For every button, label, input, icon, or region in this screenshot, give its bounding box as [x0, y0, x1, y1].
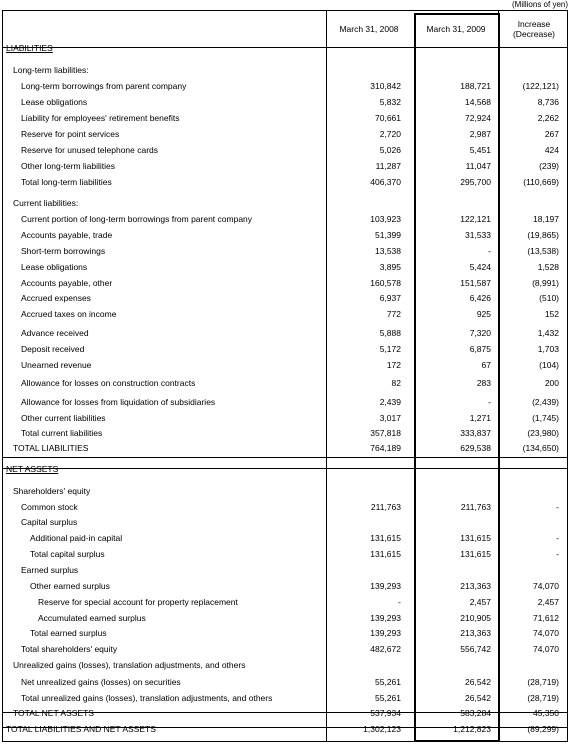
- value-march-2009: 5,451: [469, 145, 491, 155]
- value-march-2009: 67: [481, 360, 491, 370]
- table-row: [3, 397, 567, 408]
- value-change: 71,612: [533, 613, 559, 623]
- row-label: Reserve for special account for property replacement: [38, 597, 238, 607]
- value-march-2008: 5,172: [379, 344, 401, 354]
- value-change: (510): [539, 293, 559, 303]
- table-row: [3, 660, 567, 671]
- table-row: [3, 486, 567, 497]
- row-label: TOTAL LIABILITIES: [13, 443, 89, 453]
- value-march-2009: 213,363: [460, 628, 491, 638]
- row-label: TOTAL NET ASSETS: [13, 708, 94, 718]
- table-row: [3, 517, 567, 528]
- value-march-2009: 283: [476, 378, 491, 388]
- header-march-2009: March 31, 2009: [426, 24, 486, 34]
- row-label: Other long-term liabilities: [21, 161, 116, 171]
- value-march-2009: 1,271: [469, 413, 491, 423]
- value-march-2008: 2,720: [379, 129, 401, 139]
- table-row: [3, 214, 567, 225]
- value-change: 45,350: [533, 708, 559, 718]
- value-change: (104): [539, 360, 559, 370]
- row-label: Additional paid-in capital: [30, 533, 123, 543]
- value-march-2009: -: [488, 397, 491, 407]
- value-march-2009: 295,700: [460, 177, 491, 187]
- value-change: 2,457: [537, 597, 559, 607]
- table-row: [3, 97, 567, 108]
- row-label: Shareholders' equity: [13, 486, 91, 496]
- table-row: [3, 677, 567, 688]
- value-march-2008: 55,261: [375, 677, 401, 687]
- value-change: (13,538): [527, 246, 559, 256]
- value-march-2008: 103,923: [370, 214, 401, 224]
- table-row: [3, 360, 567, 371]
- value-change: (122,121): [522, 81, 559, 91]
- table-row: [3, 597, 567, 608]
- value-march-2008: 764,189: [370, 443, 401, 453]
- value-march-2008: 357,818: [370, 428, 401, 438]
- value-change: 152: [544, 309, 559, 319]
- value-change: 18,197: [533, 214, 559, 224]
- value-march-2009: 7,320: [469, 328, 491, 338]
- row-label: Short-term borrowings: [21, 246, 106, 256]
- value-march-2009: 122,121: [460, 214, 491, 224]
- value-march-2008: 160,578: [370, 278, 401, 288]
- value-change: 8,736: [537, 97, 559, 107]
- header-increase-label: Increase: [517, 19, 551, 29]
- value-change: -: [556, 502, 559, 512]
- table-row: [3, 293, 567, 304]
- value-march-2008: 5,026: [379, 145, 401, 155]
- value-march-2008: 3,895: [379, 262, 401, 272]
- table-row: [3, 549, 567, 560]
- value-march-2008: 11,287: [375, 161, 401, 171]
- value-march-2009: 1,212,823: [453, 724, 491, 734]
- row-label: Long-term liabilities:: [13, 65, 89, 75]
- value-march-2009: 213,363: [460, 581, 491, 591]
- table-row: [3, 309, 567, 320]
- value-march-2008: 5,888: [379, 328, 401, 338]
- value-change: 1,528: [537, 262, 559, 272]
- row-label: Allowance for losses on construction contracts: [21, 378, 196, 388]
- value-march-2009: 629,538: [460, 443, 491, 453]
- value-march-2009: 26,542: [465, 677, 491, 687]
- table-row: [3, 81, 567, 92]
- value-march-2008: 406,370: [370, 177, 401, 187]
- row-label: Current liabilities:: [13, 198, 79, 208]
- value-march-2008: 13,538: [375, 246, 401, 256]
- value-march-2008: 310,842: [370, 81, 401, 91]
- value-march-2008: 82: [391, 378, 401, 388]
- value-change: (2,439): [532, 397, 559, 407]
- value-change: -: [556, 533, 559, 543]
- value-change: 424: [544, 145, 559, 155]
- table-row: [3, 230, 567, 241]
- row-label: Common stock: [21, 502, 78, 512]
- row-label: Total current liabilities: [21, 428, 103, 438]
- value-march-2008: 70,661: [375, 113, 401, 123]
- table-row: [3, 129, 567, 140]
- value-march-2009: 5,424: [469, 262, 491, 272]
- table-row: [3, 328, 567, 339]
- section-header-row: [3, 43, 567, 54]
- value-march-2008: 5,832: [379, 97, 401, 107]
- header-decrease-label: (Decrease): [512, 29, 556, 39]
- row-label: Accrued taxes on income: [21, 309, 117, 319]
- row-label: Accrued expenses: [21, 293, 91, 303]
- value-change: (89,299): [527, 724, 559, 734]
- value-march-2008: 139,293: [370, 613, 401, 623]
- value-march-2009: 925: [476, 309, 491, 319]
- row-label: Liability for employees' retirement benefits: [21, 113, 180, 123]
- table-row: [3, 278, 567, 289]
- value-change: 1,432: [537, 328, 559, 338]
- value-march-2009: 14,568: [465, 97, 491, 107]
- value-march-2009: 72,924: [465, 113, 491, 123]
- value-change: (8,991): [532, 278, 559, 288]
- value-march-2009: 11,047: [465, 161, 491, 171]
- header-march-2008: March 31, 2008: [339, 24, 399, 34]
- header-increase-decrease: [499, 11, 569, 47]
- value-change: (28,719): [527, 693, 559, 703]
- value-march-2008: 139,293: [370, 628, 401, 638]
- row-label: TOTAL LIABILITIES AND NET ASSETS: [6, 724, 156, 734]
- value-march-2008: 139,293: [370, 581, 401, 591]
- value-march-2008: 6,937: [379, 293, 401, 303]
- value-change: (110,669): [523, 177, 559, 187]
- table-row: [3, 413, 567, 424]
- value-change: (1,745): [532, 413, 559, 423]
- row-label: LIABILITIES: [6, 43, 53, 53]
- value-change: 1,703: [537, 344, 559, 354]
- table-row: [3, 533, 567, 544]
- value-march-2008: 131,615: [370, 549, 401, 559]
- table-row: [3, 693, 567, 704]
- table-row: [3, 145, 567, 156]
- row-label: Total capital surplus: [30, 549, 105, 559]
- value-march-2009: 6,875: [469, 344, 491, 354]
- table-row: [3, 378, 567, 389]
- table-row: [3, 565, 567, 576]
- value-march-2009: 210,905: [460, 613, 491, 623]
- balance-sheet-table: [2, 10, 568, 742]
- row-label: Allowance for losses from liquidation of subsidiaries: [21, 397, 216, 407]
- value-march-2009: 188,721: [460, 81, 491, 91]
- value-march-2009: 26,542: [465, 693, 491, 703]
- row-label: Current portion of long-term borrowings from parent company: [21, 214, 253, 224]
- value-march-2009: 583,284: [460, 708, 491, 718]
- row-label: Unrealized gains (losses), translation adjustments, and others: [13, 660, 246, 670]
- value-march-2008: 482,672: [370, 644, 401, 654]
- value-march-2009: 131,615: [460, 533, 491, 543]
- value-march-2008: 772: [386, 309, 401, 319]
- value-change: (19,865): [527, 230, 559, 240]
- table-row: [3, 428, 567, 439]
- unit-note: (Millions of yen): [511, 0, 568, 9]
- row-label: Total earned surplus: [30, 628, 107, 638]
- value-march-2008: 3,017: [379, 413, 401, 423]
- value-march-2009: 2,987: [469, 129, 491, 139]
- row-label: Accumulated earned surplus: [38, 613, 146, 623]
- row-label: Accounts payable, other: [21, 278, 113, 288]
- value-march-2009: 31,533: [465, 230, 491, 240]
- row-label: Other current liabilities: [21, 413, 106, 423]
- value-march-2008: 537,934: [370, 708, 401, 718]
- value-march-2008: 55,261: [375, 693, 401, 703]
- value-change: 74,070: [533, 644, 559, 654]
- table-row: [3, 443, 567, 454]
- value-march-2008: 211,763: [370, 502, 401, 512]
- row-label: Total unrealized gains (losses), translation adjustments, and others: [21, 693, 273, 703]
- table-row: [3, 613, 567, 624]
- row-label: Lease obligations: [21, 262, 88, 272]
- value-change: 200: [544, 378, 559, 388]
- table-row: [3, 65, 567, 76]
- table-row: [3, 161, 567, 172]
- row-label: Unearned revenue: [21, 360, 92, 370]
- value-march-2009: 2,457: [469, 597, 491, 607]
- value-march-2008: 172: [386, 360, 401, 370]
- value-change: 2,262: [537, 113, 559, 123]
- value-march-2008: -: [398, 597, 401, 607]
- row-label: Deposit received: [21, 344, 85, 354]
- value-march-2009: 211,763: [460, 502, 491, 512]
- value-march-2009: 131,615: [460, 549, 491, 559]
- table-row: [3, 644, 567, 655]
- row-label: Long-term borrowings from parent company: [21, 81, 187, 91]
- table-row: [3, 198, 567, 209]
- value-march-2008: 2,439: [379, 397, 401, 407]
- value-change: -: [556, 549, 559, 559]
- row-label: Other earned surplus: [30, 581, 110, 591]
- table-row: [3, 344, 567, 355]
- table-row: [3, 708, 567, 719]
- row-label: Total long-term liabilities: [21, 177, 112, 187]
- table-row: [3, 581, 567, 592]
- table-row: [3, 262, 567, 273]
- value-change: (23,980): [527, 428, 559, 438]
- value-change: 74,070: [533, 628, 559, 638]
- table-row: [3, 113, 567, 124]
- value-march-2008: 1,302,123: [363, 724, 401, 734]
- table-row: [3, 724, 567, 735]
- row-label: Reserve for point services: [21, 129, 120, 139]
- table-row: [3, 628, 567, 639]
- value-change: 74,070: [533, 581, 559, 591]
- value-march-2009: 556,742: [460, 644, 491, 654]
- row-label: Net unrealized gains (losses) on securities: [21, 677, 181, 687]
- value-change: (239): [539, 161, 559, 171]
- row-label: Accounts payable, trade: [21, 230, 113, 240]
- table-row: [3, 502, 567, 513]
- value-march-2009: 333,837: [460, 428, 491, 438]
- row-label: Lease obligations: [21, 97, 88, 107]
- table-row: [3, 177, 567, 188]
- value-march-2009: 6,426: [469, 293, 491, 303]
- value-change: (28,719): [527, 677, 559, 687]
- section-header-row: [3, 464, 567, 475]
- row-divider: [3, 457, 567, 458]
- value-march-2008: 51,399: [375, 230, 401, 240]
- value-march-2009: -: [488, 246, 491, 256]
- row-label: Capital surplus: [21, 517, 78, 527]
- value-change: (134,650): [522, 443, 559, 453]
- value-march-2008: 131,615: [370, 533, 401, 543]
- value-march-2009: 151,587: [460, 278, 491, 288]
- row-label: Advance received: [21, 328, 89, 338]
- row-label: Total shareholders' equity: [21, 644, 118, 654]
- row-label: Reserve for unused telephone cards: [21, 145, 159, 155]
- row-label: Earned surplus: [21, 565, 79, 575]
- row-label: NET ASSETS: [6, 464, 59, 474]
- value-change: 267: [544, 129, 559, 139]
- table-row: [3, 246, 567, 257]
